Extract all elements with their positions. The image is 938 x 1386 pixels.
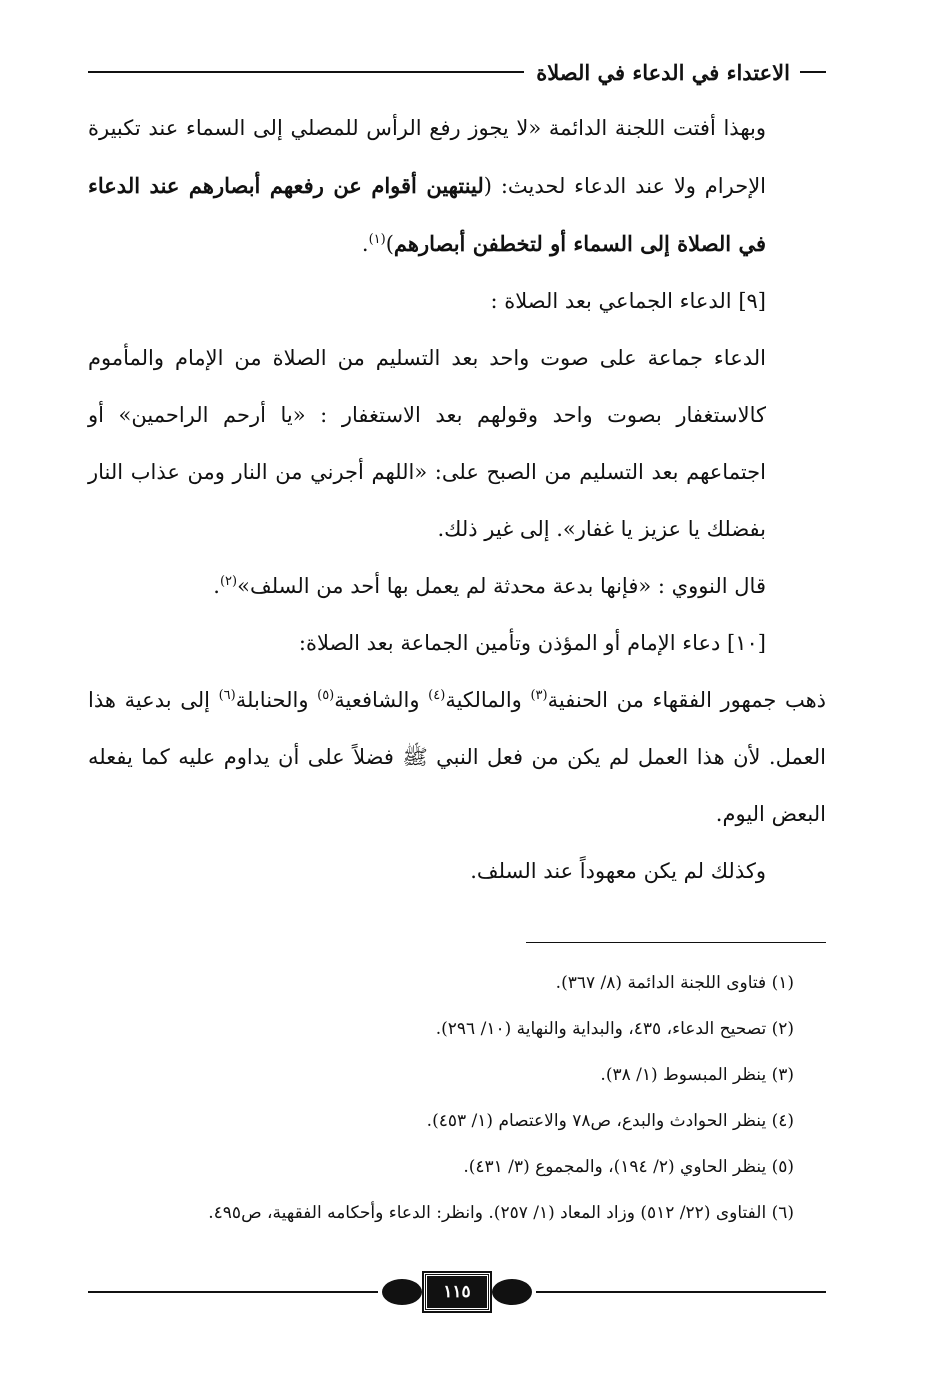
page-number-ornament (378, 1272, 536, 1312)
paragraph-nawawi (88, 558, 826, 615)
footnote-ref-3[interactable]: (٣) (530, 688, 548, 703)
paragraph-jurists-text-a: ذهب جمهور الفقهاء من الحنفية (547, 688, 827, 712)
heading-10: [١٠] دعاء الإمام أو المؤذن وتأمين الجماعة بعد الصلاة: (298, 631, 766, 655)
header-rule (88, 71, 524, 73)
paragraph-jurists-text-b: والمالكية (445, 688, 531, 712)
ornament-right-icon (382, 1279, 422, 1305)
footnote-separator (526, 942, 826, 943)
footnotes (88, 960, 794, 1236)
paragraph-fatwa (88, 100, 826, 273)
paragraph-jurists-text-e: إلى بدعية هذا العمل. لأن هذا العمل لم يكن من فعل النبي ﷺ فضلاً على أن يداوم عليه كما يفعله البعض اليوم. (88, 688, 826, 826)
footnote-6: (٦) الفتاوى (٢٢/ ٥١٢) وزاد المعاد (١/ ٢٥٧). وانظر: الدعاء وأحكامه الفقهية، ص٤٩٥. (208, 1203, 794, 1223)
footnote-1: (١) فتاوى اللجنة الدائمة (٨/ ٣٦٧). (555, 973, 794, 993)
footnote-ref-2[interactable]: (٢) (219, 574, 238, 589)
paragraph-fatwa-end: . (361, 232, 369, 256)
hadith-quote: لينتهين أقوام عن رفعهم أبصارهم عند الدعاء في الصلاة إلى السماء أو لتخطفن أبصارهم (88, 173, 766, 256)
heading-9: [٩] الدعاء الجماعي بعد الصلاة : (490, 289, 766, 313)
paragraph-salaf: وكذلك لم يكن معهوداً عند السلف. (470, 859, 766, 883)
paragraph-jurists-text-d: والحنابلة (235, 688, 318, 712)
footnote-ref-6[interactable]: (٦) (218, 688, 236, 703)
page-number: ١١٥ (424, 1273, 490, 1311)
footnote-ref-5[interactable]: (٥) (317, 688, 335, 703)
footer-rule-right (536, 1291, 826, 1293)
hadith-close: ) (385, 232, 394, 256)
paragraph-fatwa-text: وبهذا أفتت اللجنة الدائمة «لا يجوز رفع الرأس للمصلي إلى السماء عند تكبيرة الإحرام ولا عند الدعاء لحديث: ( (88, 116, 767, 198)
ornament-left-icon (492, 1279, 532, 1305)
paragraph-jurists-text-c: والشافعية (334, 688, 429, 712)
paragraph-nawawi-end: . (213, 574, 220, 598)
footnote-ref-1[interactable]: (١) (368, 232, 386, 247)
paragraph-nawawi-text: قال النووي : «فإنها بدعة محدثة لم يعمل بها أحد من السلف» (237, 574, 766, 598)
footer-rule-left (88, 1291, 378, 1293)
footnote-5: (٥) ينظر الحاوي (٢/ ١٩٤)، والمجموع (٣/ ٤٣١). (463, 1157, 794, 1177)
footnote-ref-4[interactable]: (٤) (428, 688, 446, 703)
paragraph-group-dua: الدعاء جماعة على صوت واحد بعد التسليم من الصلاة من الإمام والمأموم كالاستغفار بصوت واحد وقولهم بعد الاستغفار : «يا أرحم الراحمين» أو اجتماعهم بعد التسليم من الصبح على: «اللهم أجرني من النار ومن عذاب النار بفضلك يا عزيز يا غفار». إلى غير ذلك. (88, 346, 766, 541)
main-text (88, 100, 826, 900)
footnote-2: (٢) تصحيح الدعاء، ٤٣٥، والبداية والنهاية (١٠/ ٢٩٦). (435, 1019, 794, 1039)
running-header-title: الاعتداء في الدعاء في الصلاة (536, 59, 790, 85)
paragraph-jurists (88, 672, 826, 843)
footnote-4: (٤) ينظر الحوادث والبدع، ص٧٨ والاعتصام (١/ ٤٥٣). (426, 1111, 794, 1131)
header-dash (800, 71, 826, 73)
running-header (88, 55, 826, 89)
page-footer (88, 1272, 826, 1312)
footnote-3: (٣) ينظر المبسوط (١/ ٣٨). (600, 1065, 794, 1085)
